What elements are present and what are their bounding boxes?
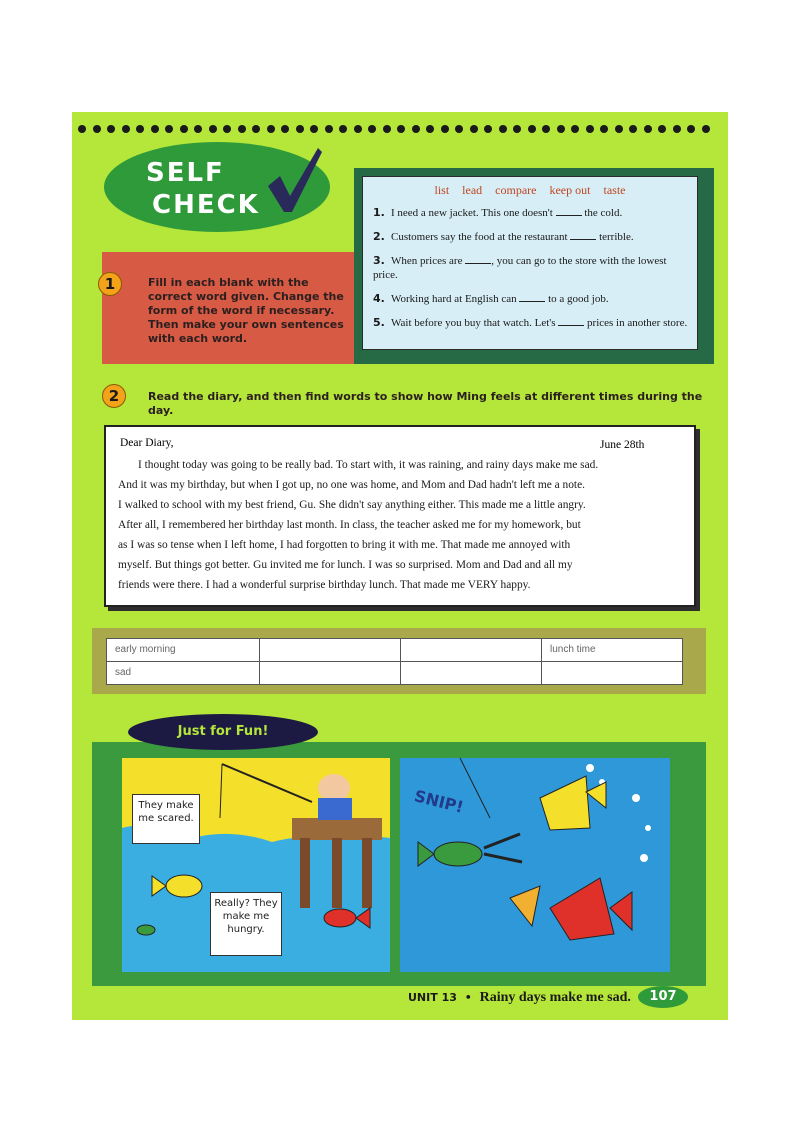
footer-separator: • xyxy=(464,991,472,1004)
table-cell-input[interactable] xyxy=(541,661,683,685)
border-dot xyxy=(252,125,260,133)
word-bank-item: taste xyxy=(603,183,626,197)
comic-panel-2 xyxy=(400,758,670,972)
question-text: When prices are xyxy=(391,255,463,267)
border-dot xyxy=(78,125,86,133)
diary-line: friends were there. I had a wonderful surprise birthday lunch. That made me VERY happy. xyxy=(118,579,531,591)
exercise1-instruction-box xyxy=(102,252,354,364)
border-dot xyxy=(542,125,550,133)
textbook-page xyxy=(72,112,728,1020)
feelings-table xyxy=(92,628,706,694)
question-text: the cold. xyxy=(584,207,623,219)
checkmark-icon xyxy=(264,146,324,216)
exercise1-number: 1 xyxy=(98,272,122,296)
unit-label: UNIT 13 xyxy=(408,991,457,1004)
self-check-badge xyxy=(104,142,330,232)
unit-title: Rainy days make me sad. xyxy=(479,990,631,1005)
border-dot xyxy=(223,125,231,133)
border-dot xyxy=(658,125,666,133)
diary-line: as I was so tense when I left home, I had forgotten to bring it with me. That made me annoyed with xyxy=(118,539,571,551)
word-bank-box xyxy=(354,168,714,364)
border-dot xyxy=(165,125,173,133)
border-dot xyxy=(93,125,101,133)
diary-line: I walked to school with my best friend, Gu. She didn't say anything either. This made me a little angry. xyxy=(118,499,586,511)
border-dot xyxy=(673,125,681,133)
word-bank xyxy=(363,183,697,198)
table-cell: early morning xyxy=(106,638,260,662)
border-dot xyxy=(513,125,521,133)
comic-illustration xyxy=(400,758,670,972)
border-dot xyxy=(397,125,405,133)
question-number: 1. xyxy=(373,206,385,219)
comic-area xyxy=(92,742,706,986)
table-cell: lunch time xyxy=(541,638,683,662)
border-dot xyxy=(586,125,594,133)
border-dot xyxy=(441,125,449,133)
question-number: 5. xyxy=(373,316,385,329)
question-text: Customers say the food at the restaurant xyxy=(391,231,568,243)
border-dot xyxy=(122,125,130,133)
question-text: I need a new jacket. This one doesn't xyxy=(391,207,553,219)
page-footer xyxy=(408,990,631,1006)
border-dot xyxy=(354,125,362,133)
border-dot xyxy=(644,125,652,133)
question-item xyxy=(373,315,691,330)
self-check-line1: SELF xyxy=(146,158,225,188)
border-dot xyxy=(687,125,695,133)
border-dot xyxy=(209,125,217,133)
just-for-fun-title: Just for Fun! xyxy=(128,714,318,750)
question-item xyxy=(373,291,691,306)
table-cell-input[interactable] xyxy=(400,638,542,662)
question-text: Wait before you buy that watch. Let's xyxy=(391,317,556,329)
diary-line: myself. But things got better. Gu invited me for lunch. I was so surprised. Mom and Dad and all my xyxy=(118,559,573,571)
word-bank-item: lead xyxy=(462,183,483,197)
answer-blank[interactable] xyxy=(465,253,491,264)
border-dot xyxy=(238,125,246,133)
question-text: terrible. xyxy=(599,231,634,243)
question-number: 2. xyxy=(373,230,385,243)
speech-bubble: They make me scared. xyxy=(132,794,200,844)
border-dot xyxy=(499,125,507,133)
border-dot xyxy=(368,125,376,133)
exercise2-instruction: Read the diary, and then find words to show how Ming feels at different times during the day. xyxy=(148,390,703,417)
table-cell-input[interactable] xyxy=(400,661,542,685)
border-dot xyxy=(151,125,159,133)
border-dot xyxy=(470,125,478,133)
page-number: 107 xyxy=(638,986,688,1008)
speech-bubble: Really? They make me hungry. xyxy=(210,892,282,956)
diary-line: And it was my birthday, but when I got up, no one was home, and Mom and Dad hadn't left me a note. xyxy=(118,479,585,491)
question-text: to a good job. xyxy=(548,293,609,305)
word-bank-panel xyxy=(362,176,698,350)
self-check-line2: CHECK xyxy=(152,190,260,220)
border-dot xyxy=(557,125,565,133)
border-dot xyxy=(180,125,188,133)
border-dot xyxy=(702,125,710,133)
border-dot xyxy=(325,125,333,133)
question-number: 3. xyxy=(373,254,385,267)
border-dot xyxy=(267,125,275,133)
word-bank-item: list xyxy=(434,183,450,197)
question-item xyxy=(373,205,691,220)
diary-line: After all, I remembered her birthday last month. In class, the teacher asked me for my homework, but xyxy=(118,519,581,531)
table-cell-input[interactable] xyxy=(259,638,401,662)
exercise2-number: 2 xyxy=(102,384,126,408)
question-number: 4. xyxy=(373,292,385,305)
answer-blank[interactable] xyxy=(558,315,584,326)
dotted-border xyxy=(78,120,718,134)
border-dot xyxy=(136,125,144,133)
border-dot xyxy=(383,125,391,133)
border-dot xyxy=(412,125,420,133)
border-dot xyxy=(455,125,463,133)
diary-greeting: Dear Diary, xyxy=(120,437,174,449)
exercise1-instruction: Fill in each blank with the correct word given. Change the form of the word if necessary. Then make your own sentences with each word. xyxy=(148,276,344,345)
border-dot xyxy=(528,125,536,133)
answer-blank[interactable] xyxy=(570,229,596,240)
border-dot xyxy=(571,125,579,133)
question-text: , you can go to the store with the lowest price. xyxy=(373,255,667,281)
border-dot xyxy=(310,125,318,133)
word-bank-item: keep out xyxy=(549,183,591,197)
border-dot xyxy=(484,125,492,133)
border-dot xyxy=(194,125,202,133)
question-text: prices in another store. xyxy=(587,317,688,329)
answer-blank[interactable] xyxy=(556,205,582,216)
border-dot xyxy=(426,125,434,133)
question-item xyxy=(373,253,691,282)
comic-panel-1 xyxy=(122,758,390,972)
snip-text: SNIP! xyxy=(412,786,466,817)
border-dot xyxy=(629,125,637,133)
diary-line: I thought today was going to be really bad. To start with, it was raining, and rainy days make me sad. xyxy=(138,459,599,471)
border-dot xyxy=(281,125,289,133)
border-dot xyxy=(600,125,608,133)
diary-note xyxy=(104,425,696,607)
table-cell: sad xyxy=(106,661,260,685)
border-dot xyxy=(296,125,304,133)
border-dot xyxy=(615,125,623,133)
question-text: Working hard at English can xyxy=(391,293,517,305)
table-cell-input[interactable] xyxy=(259,661,401,685)
diary-date: June 28th xyxy=(600,439,645,451)
question-item xyxy=(373,229,691,244)
border-dot xyxy=(107,125,115,133)
border-dot xyxy=(339,125,347,133)
word-bank-item: compare xyxy=(495,183,537,197)
answer-blank[interactable] xyxy=(519,291,545,302)
